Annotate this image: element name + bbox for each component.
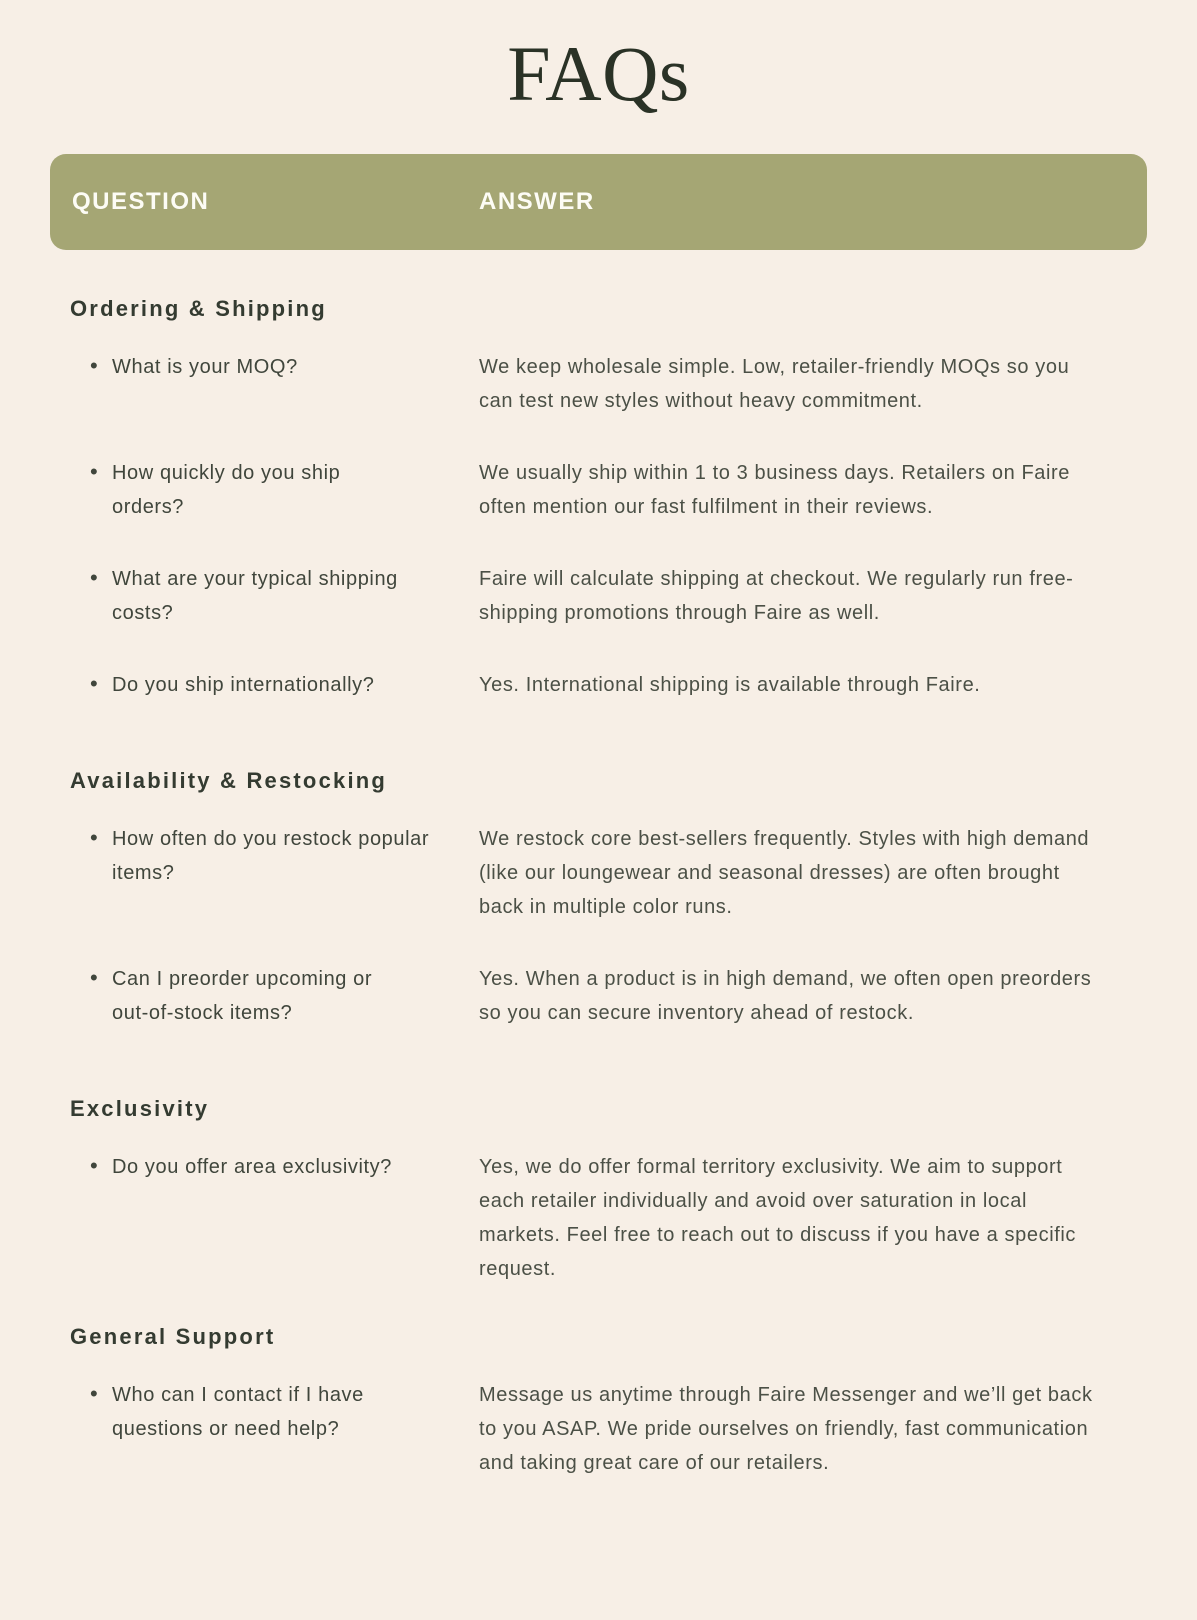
faq-content bbox=[0, 294, 1197, 1480]
answer-cell bbox=[479, 350, 1147, 418]
section-rows bbox=[70, 822, 1147, 1030]
answer-cell bbox=[479, 1378, 1147, 1480]
question-text: • How often do you restock popular items? bbox=[112, 828, 430, 884]
question-cell bbox=[70, 1150, 479, 1184]
answer-text: Yes. International shipping is available through Faire. bbox=[479, 674, 981, 696]
faq-row bbox=[70, 1150, 1147, 1286]
answer-text: Yes, we do offer formal territory exclusivity. We aim to support each retailer individually and avoid over saturation in local markets. Feel free to reach out to discuss if you have a specific request. bbox=[479, 1156, 1077, 1280]
faq-section bbox=[70, 294, 1147, 702]
answer-cell bbox=[479, 562, 1147, 630]
question-cell bbox=[70, 562, 479, 630]
faq-row bbox=[70, 962, 1147, 1030]
answer-column-header: ANSWER bbox=[479, 188, 595, 215]
question-text: • What is your MOQ? bbox=[112, 356, 298, 378]
answer-text: We keep wholesale simple. Low, retailer-friendly MOQs so you can test new styles without heavy commitment. bbox=[479, 356, 1070, 412]
faq-row bbox=[70, 1378, 1147, 1480]
question-cell bbox=[70, 456, 479, 524]
question-cell bbox=[70, 822, 479, 890]
section-rows bbox=[70, 1150, 1147, 1286]
answer-text: Faire will calculate shipping at checkout. We regularly run free-shipping promotions through Faire as well. bbox=[479, 568, 1074, 624]
faq-row bbox=[70, 350, 1147, 418]
section-rows bbox=[70, 1378, 1147, 1480]
section-title: Availability & Restocking bbox=[70, 768, 388, 793]
page-title: FAQs bbox=[507, 30, 690, 117]
question-cell bbox=[70, 1378, 479, 1446]
answer-cell bbox=[479, 962, 1147, 1030]
question-text: • Do you ship internationally? bbox=[112, 674, 375, 696]
question-cell bbox=[70, 668, 479, 702]
question-text: • Can I preorder upcoming or out-of-stock items? bbox=[112, 968, 373, 1024]
section-title: Ordering & Shipping bbox=[70, 296, 327, 321]
answer-text: We restock core best-sellers frequently. Styles with high demand (like our loungewear and seasonal dresses) are often brought back in multiple color runs. bbox=[479, 828, 1090, 918]
section-title: Exclusivity bbox=[70, 1096, 210, 1121]
question-column-header: QUESTION bbox=[72, 188, 210, 215]
answer-text: Message us anytime through Faire Messenger and we’ll get back to you ASAP. We pride ourselves on friendly, fast communication and taking great care of our retailers. bbox=[479, 1384, 1093, 1474]
answer-text: Yes. When a product is in high demand, we often open preorders so you can secure inventory ahead of restock. bbox=[479, 968, 1092, 1024]
question-text: • Who can I contact if I have questions or need help? bbox=[112, 1384, 364, 1440]
faq-section bbox=[70, 1322, 1147, 1480]
section-title: General Support bbox=[70, 1324, 276, 1349]
answer-cell bbox=[479, 822, 1147, 924]
section-rows bbox=[70, 350, 1147, 702]
faq-row bbox=[70, 562, 1147, 630]
table-header-bar bbox=[50, 154, 1147, 250]
answer-text: We usually ship within 1 to 3 business days. Retailers on Faire often mention our fast fulfilment in their reviews. bbox=[479, 462, 1071, 518]
question-text: • What are your typical shipping costs? bbox=[112, 568, 398, 624]
faq-row bbox=[70, 456, 1147, 524]
question-cell bbox=[70, 350, 479, 384]
answer-cell bbox=[479, 456, 1147, 524]
faq-section bbox=[70, 766, 1147, 1030]
question-text: • Do you offer area exclusivity? bbox=[112, 1156, 392, 1178]
answer-cell bbox=[479, 668, 1147, 702]
answer-cell bbox=[479, 1150, 1147, 1286]
question-text: • How quickly do you ship orders? bbox=[112, 462, 341, 518]
question-cell bbox=[70, 962, 479, 1030]
faq-sections bbox=[70, 294, 1147, 1480]
faq-row bbox=[70, 668, 1147, 702]
faq-row bbox=[70, 822, 1147, 924]
faq-section bbox=[70, 1094, 1147, 1286]
